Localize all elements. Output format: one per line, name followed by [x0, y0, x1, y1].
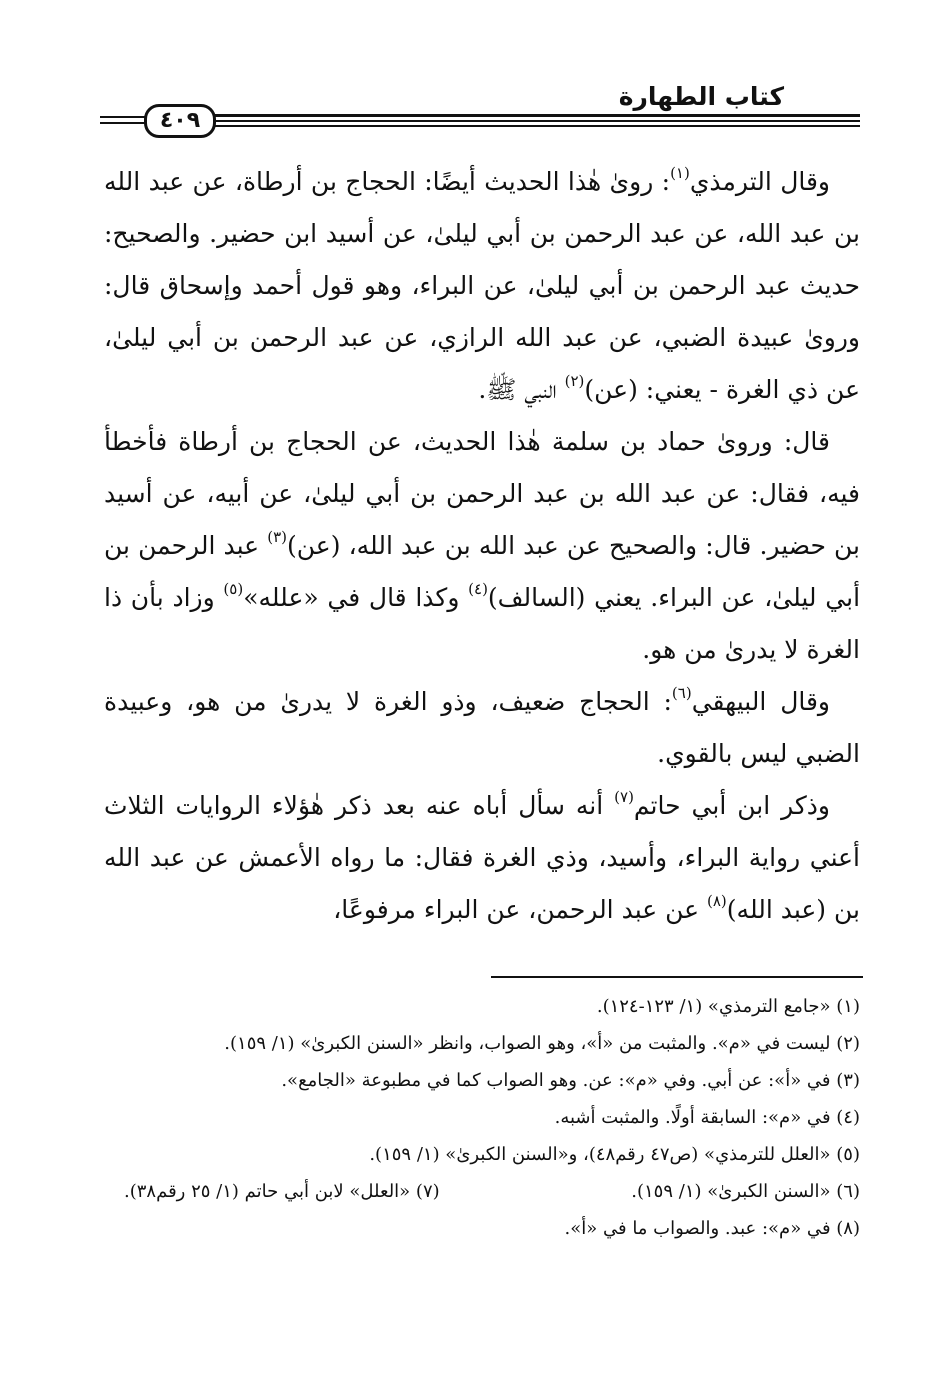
footnote-separator — [491, 976, 863, 978]
paragraph — [104, 156, 860, 416]
footnote-row — [104, 1173, 860, 1210]
text-run: وكذا قال في «علله» — [243, 583, 469, 612]
page-number: ٤٠٩ — [144, 104, 216, 138]
footnote-ref: (٢) — [564, 372, 585, 390]
footnote-ref: (٧) — [614, 788, 634, 806]
paragraph — [104, 416, 860, 676]
text-run: وزاد بأن ذا الغرة لا يدرىٰ من هو. — [104, 583, 860, 664]
footnote-ref: (١) — [670, 164, 690, 182]
text-run: النبي ﷺ. — [478, 375, 565, 404]
running-title: كتاب الطهارة — [618, 82, 784, 111]
footnote-ref: (٦) — [671, 684, 692, 702]
footnote: (١) «جامع الترمذي» (١/ ١٢٣-١٢٤). — [596, 996, 860, 1017]
header-rule-left — [100, 122, 148, 124]
header-rule-top — [208, 114, 860, 117]
header-rule-bottom — [208, 120, 860, 122]
footnote-ref: (٤) — [468, 580, 488, 598]
footnote-ref: (٣) — [267, 528, 288, 546]
footnote: (٨) في «م»: عبد. والصواب ما في «أ». — [564, 1218, 860, 1239]
footnotes — [104, 988, 860, 1247]
page-header — [100, 74, 860, 134]
header-rule-bottom — [208, 125, 860, 127]
footnote: (٢) ليست في «م». والمثبت من «أ»، وهو الصواب، وانظر «السنن الكبرىٰ» (١/ ١٥٩). — [224, 1033, 860, 1054]
text-run: قال: وروىٰ حماد بن سلمة هٰذا الحديث، عن الحجاج بن أرطاة فأخطأ فيه، فقال: عن عبد الله بن عبد الرحمن بن أبي ليلىٰ، عن أبيه، عن أسيد بن حضير. قال: والصحيح عن عبد الله بن عبد الله، (عن) — [104, 427, 860, 560]
text-run: وذكر ابن أبي حاتم — [633, 791, 830, 820]
header-rule-left — [100, 116, 148, 118]
text-run: عن عبد الرحمن، عن البراء مرفوعًا، — [333, 895, 707, 924]
footnote: (٣) في «أ»: عن أبي. وفي «م»: عن. وهو الصواب كما في مطبوعة «الجامع». — [281, 1070, 860, 1091]
footnote: (٦) «السنن الكبرىٰ» (١/ ١٥٩). — [631, 1181, 860, 1202]
footnote: (٧) «العلل» لابن أبي حاتم (١/ ٢٥ رقم٣٨). — [124, 1181, 440, 1202]
paragraph — [104, 676, 860, 780]
text-run: : روىٰ هٰذا الحديث أيضًا: الحجاج بن أرطاة، عن عبد الله بن عبد الله، عن عبد الرحمن بن أبي ليلىٰ، عن أسيد ابن حضير. والصحيح: حديث عبد الرحمن بن أبي ليلىٰ، عن البراء، وهو قول أحمد وإسحاق قال: وروىٰ عبيدة الضبي، عن عبد الله الرازي، عن عبد الرحمن بن أبي ليلىٰ، عن ذي الغرة - يعني: (عن) — [104, 167, 860, 404]
text-run: وقال البيهقي — [691, 687, 830, 716]
text-run: أنه سأل أباه عنه بعد ذكر هٰؤلاء الروايات الثلاث أعني رواية البراء، وأسيد، وذي الغرة فقال: ما رواه الأعمش عن عبد الله بن (عبد الله) — [104, 791, 860, 924]
footnote: (٥) «العلل للترمذي» (ص٤٧ رقم٤٨)، و«السنن الكبرىٰ» (١/ ١٥٩). — [369, 1144, 860, 1165]
footnote: (٤) في «م»: السابقة أولًا. والمثبت أشبه. — [554, 1107, 860, 1128]
text-run: وقال الترمذي — [689, 167, 830, 196]
footnote-ref: (٥) — [223, 580, 244, 598]
footnote-ref: (٨) — [707, 892, 727, 910]
text-run: : الحجاج ضعيف، وذو الغرة لا يدرىٰ من هو، وعبيدة الضبي ليس بالقوي. — [104, 687, 860, 768]
paragraph — [104, 780, 860, 936]
text-run: عبد الرحمن بن أبي ليلىٰ، عن البراء. يعني (السالف) — [104, 531, 861, 612]
main-text — [104, 156, 860, 936]
